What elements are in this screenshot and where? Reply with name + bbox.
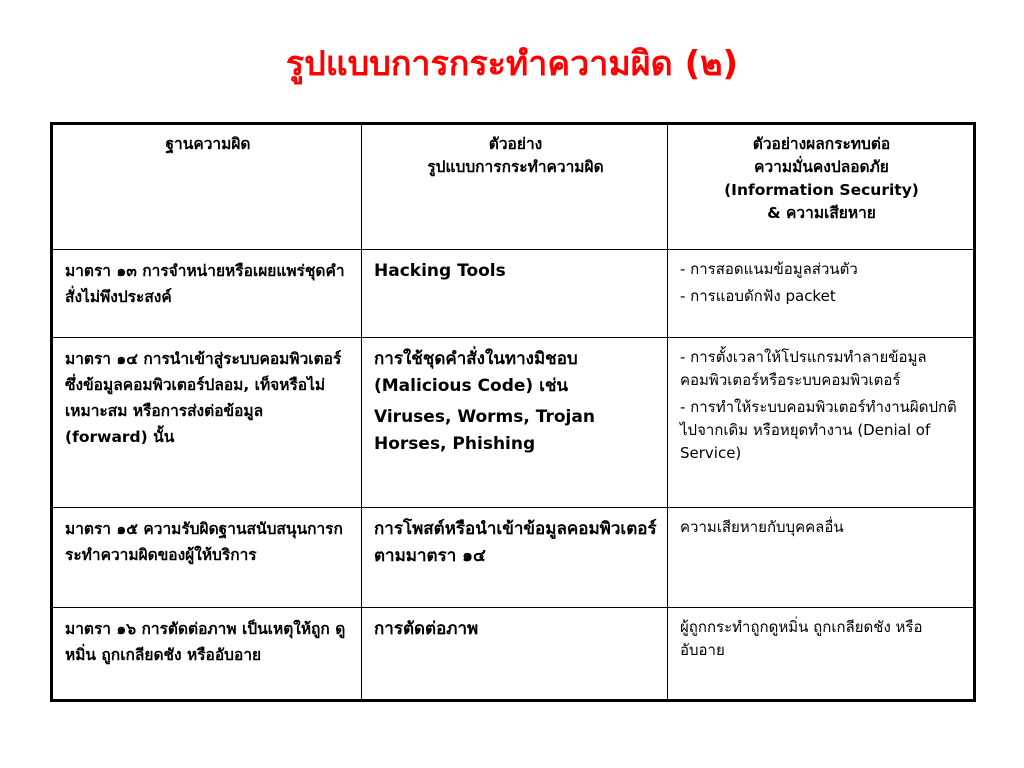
impact-cell: [668, 250, 975, 338]
header-line: ตัวอย่างผลกระทบต่อ: [752, 135, 891, 153]
example-cell: [362, 608, 668, 701]
example-cell: [362, 250, 668, 338]
example-cell: [362, 338, 668, 508]
offense-cell: มาตรา ๑๓ การจำหน่ายหรือเผยแพร่ชุดคำสั่งไม่พึงประสงค์: [52, 250, 362, 338]
impact-item: - การสอดแนมข้อมูลส่วนตัว: [680, 260, 858, 278]
example-text: Viruses, Worms, Trojan Horses, Phishing: [374, 407, 595, 454]
impact-item: ผู้ถูกกระทำถูกดูหมิ่น ถูกเกลียดชัง หรืออับอาย: [680, 618, 923, 659]
example-cell: [362, 508, 668, 608]
header-line: รูปแบบการกระทำความผิด: [427, 158, 604, 176]
header-impact-example: [668, 124, 975, 250]
impact-item: - การแอบดักฟัง packet: [680, 287, 836, 305]
impact-item: - การตั้งเวลาให้โปรแกรมทำลายข้อมูลคอมพิวเตอร์หรือระบบคอมพิวเตอร์: [680, 348, 927, 389]
example-text: Hacking Tools: [374, 261, 506, 281]
example-text: การใช้ชุดคำสั่งในทางมิชอบ (Malicious Code) เช่น: [374, 349, 578, 396]
example-text: การโพสต์หรือนำเข้าข้อมูลคอมพิวเตอร์ตามมาตรา ๑๔: [374, 519, 657, 566]
offense-cell: มาตรา ๑๖ การตัดต่อภาพ เป็นเหตุให้ถูก ดูหมิ่น ถูกเกลียดชัง หรืออับอาย: [52, 608, 362, 701]
table-row: [52, 608, 975, 701]
header-line: (Information Security): [724, 181, 919, 199]
header-line: ความมั่นคงปลอดภัย: [754, 158, 889, 176]
offense-cell: มาตรา ๑๔ การนำเข้าสู่ระบบคอมพิวเตอร์ ซึ่งข้อมูลคอมพิวเตอร์ปลอม, เท็จหรือไม่เหมาะสม หรือการส่งต่อข้อมูล (forward) นั้น: [52, 338, 362, 508]
page-title: รูปแบบการกระทำความผิด (๒): [285, 44, 739, 84]
impact-item: - การทำให้ระบบคอมพิวเตอร์ทำงานผิดปกติไปจากเดิม หรือหยุดทำงาน (Denial of Service): [680, 398, 957, 462]
header-line: ฐานความผิด: [165, 135, 251, 153]
impact-cell: [668, 338, 975, 508]
header-offense-basis: [52, 124, 362, 250]
table-row: [52, 508, 975, 608]
offense-table: [50, 122, 976, 702]
table-row: [52, 338, 975, 508]
offense-cell: มาตรา ๑๕ ความรับผิดฐานสนับสนุนการกระทำความผิดของผู้ให้บริการ: [52, 508, 362, 608]
table-header-row: [52, 124, 975, 250]
header-offense-example: [362, 124, 668, 250]
header-line: & ความเสียหาย: [767, 204, 876, 222]
header-line: ตัวอย่าง: [488, 135, 543, 153]
impact-cell: [668, 608, 975, 701]
impact-cell: [668, 508, 975, 608]
table-row: [52, 250, 975, 338]
example-text: การตัดต่อภาพ: [374, 619, 479, 639]
impact-item: ความเสียหายกับบุคคลอื่น: [680, 518, 844, 536]
